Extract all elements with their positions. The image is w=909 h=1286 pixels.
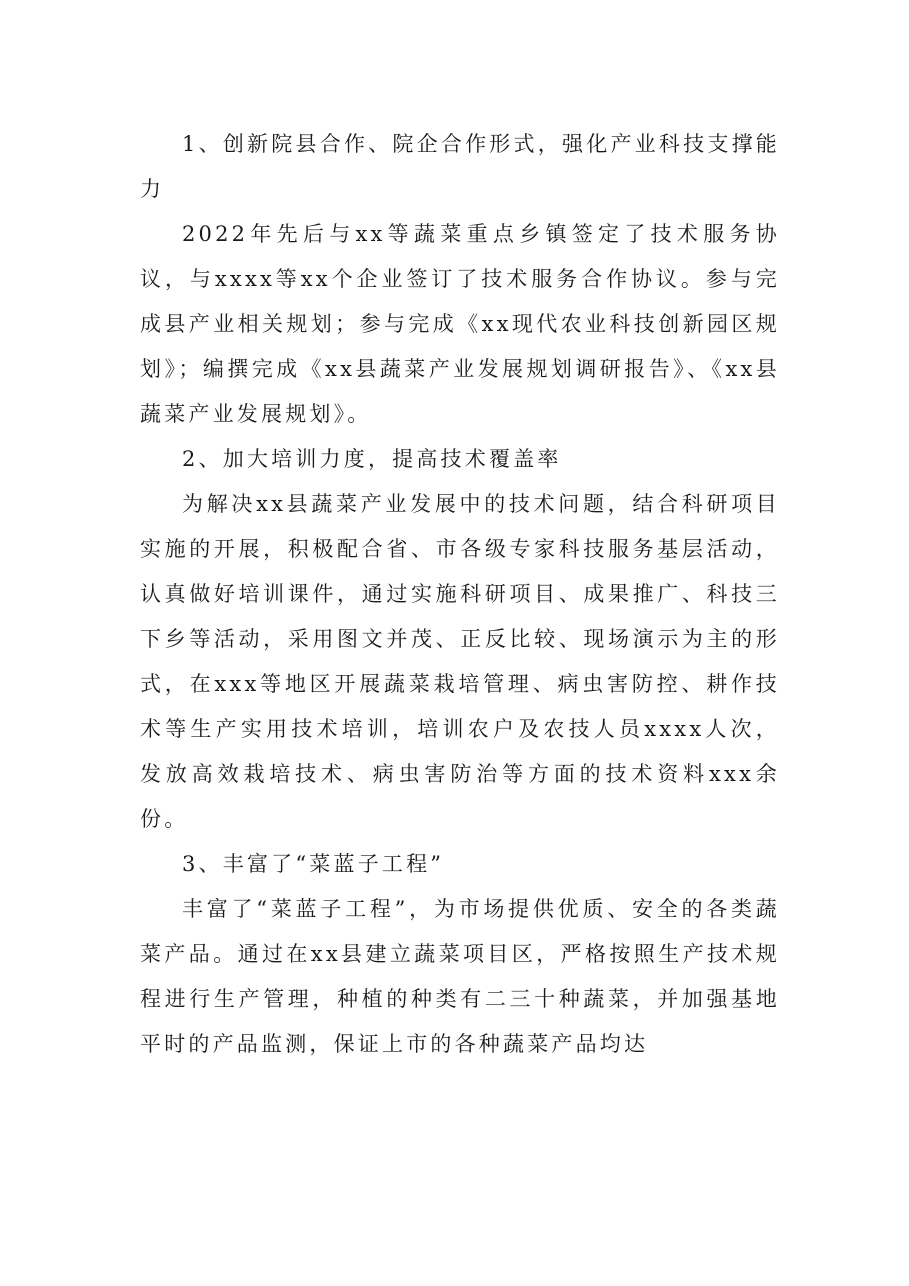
document-body <box>140 122 780 1067</box>
section-heading-1: 1、创新院县合作、院企合作形式，强化产业科技支撑能力 <box>140 132 780 201</box>
paragraph-vegetable-basket: 丰富了“菜蓝子工程”，为市场提供优质、安全的各类蔬菜产品。通过在xx县建立蔬菜项目区，严格按照生产技术规程进行生产管理，种植的种类有二三十种蔬菜，并加强基地平时的产品监测，保证上市的各种蔬菜产品均达 <box>140 897 780 1056</box>
section-heading-3: 3、丰富了“菜蓝子工程” <box>182 852 445 876</box>
paragraph-agreements: 2022年先后与xx等蔬菜重点乡镇签定了技术服务协议，与xxxx等xx个企业签订了技术服务合作协议。参与完成县产业相关规划；参与完成《xx现代农业科技创新园区规划》；编撰完成《xx县蔬菜产业发展规划调研报告》、《xx县蔬菜产业发展规划》。 <box>140 222 780 426</box>
section-heading-2: 2、加大培训力度，提高技术覆盖率 <box>182 447 562 471</box>
paragraph-training: 为解决xx县蔬菜产业发展中的技术问题，结合科研项目实施的开展，积极配合省、市各级专家科技服务基层活动，认真做好培训课件，通过实施科研项目、成果推广、科技三下乡等活动，采用图文并茂、正反比较、现场演示为主的形式，在xxx等地区开展蔬菜栽培管理、病虫害防控、耕作技术等生产实用技术培训，培训农户及农技人员xxxx人次，发放高效栽培技术、病虫害防治等方面的技术资料xxx余份。 <box>140 492 780 831</box>
